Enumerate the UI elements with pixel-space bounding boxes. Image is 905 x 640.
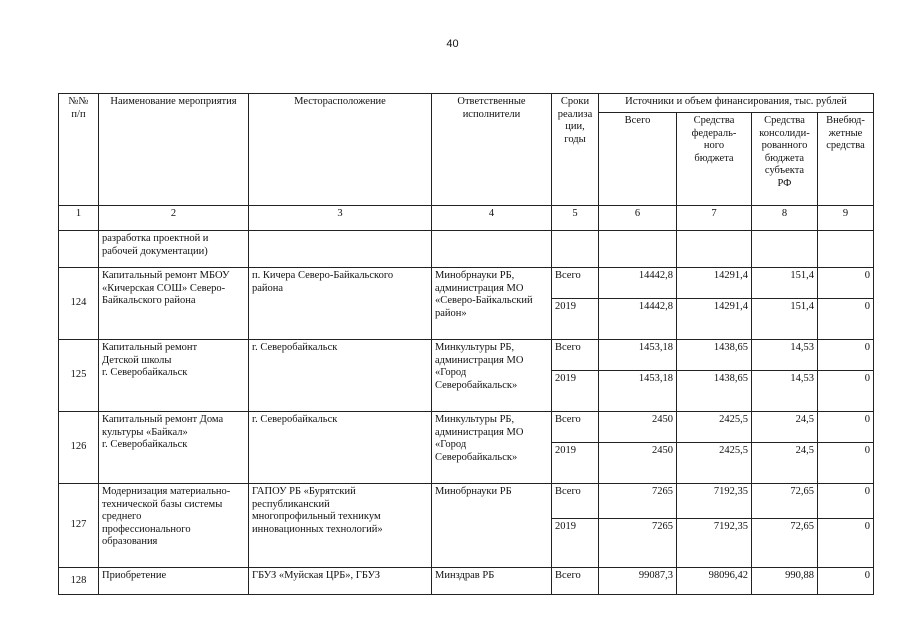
row-total: 2450 [599, 412, 677, 443]
row-total: 99087,3 [599, 568, 677, 595]
row-total: 7265 [599, 484, 677, 519]
row-name: Модернизация материально- технической базы системы среднего профессионального образования [99, 484, 249, 568]
row-consolidated: 151,4 [752, 299, 818, 340]
header-federal: Средства федераль- ного бюджета [677, 113, 752, 206]
row-term: Всего [552, 268, 599, 299]
row-federal: 1438,65 [677, 340, 752, 371]
row-total: 7265 [599, 519, 677, 568]
row-federal: 7192,35 [677, 519, 752, 568]
row-extrabudget: 0 [818, 268, 874, 299]
row-term: 2019 [552, 519, 599, 568]
row-extrabudget: 0 [818, 443, 874, 484]
row-term: Всего [552, 568, 599, 595]
continuation-name: разработка проектной и рабочей документации) [99, 231, 249, 268]
row-extrabudget: 0 [818, 299, 874, 340]
column-number-row [59, 206, 874, 231]
row-federal: 98096,42 [677, 568, 752, 595]
row-federal: 7192,35 [677, 484, 752, 519]
header-row-1 [59, 94, 874, 113]
row-executors: Минобрнауки РБ [432, 484, 552, 568]
row-term: 2019 [552, 443, 599, 484]
row-consolidated: 14,53 [752, 371, 818, 412]
row-total: 14442,8 [599, 299, 677, 340]
row-total: 14442,8 [599, 268, 677, 299]
table-row [59, 268, 874, 299]
row-location: г. Северобайкальск [249, 340, 432, 412]
row-number: 124 [59, 268, 99, 340]
column-number: 9 [818, 206, 874, 231]
table-row [59, 568, 874, 595]
row-extrabudget: 0 [818, 340, 874, 371]
header-consolidated: Средства консолиди- рованного бюджета субъекта РФ [752, 113, 818, 206]
row-consolidated: 990,88 [752, 568, 818, 595]
page-number: 40 [446, 38, 459, 50]
header-extrabudget: Внебюд- жетные средства [818, 113, 874, 206]
continuation-row [59, 231, 874, 268]
row-name: Приобретение [99, 568, 249, 595]
row-term: 2019 [552, 299, 599, 340]
row-location: г. Северобайкальск [249, 412, 432, 484]
row-consolidated: 24,5 [752, 443, 818, 484]
row-total: 1453,18 [599, 340, 677, 371]
row-consolidated: 24,5 [752, 412, 818, 443]
row-extrabudget: 0 [818, 371, 874, 412]
row-federal: 14291,4 [677, 299, 752, 340]
column-number: 2 [99, 206, 249, 231]
header-location: Месторасположение [249, 94, 432, 206]
column-number: 4 [432, 206, 552, 231]
row-location: ГАПОУ РБ «Бурятский республиканский многопрофильный техникум инновационных технологий» [249, 484, 432, 568]
column-number: 6 [599, 206, 677, 231]
row-federal: 2425,5 [677, 443, 752, 484]
row-term: Всего [552, 412, 599, 443]
row-executors: Минздрав РБ [432, 568, 552, 595]
row-number: 125 [59, 340, 99, 412]
header-name: Наименование мероприятия [99, 94, 249, 206]
row-name: Капитальный ремонт МБОУ «Кичерская СОШ» Северо- Байкальского района [99, 268, 249, 340]
row-term: Всего [552, 484, 599, 519]
table-row [59, 412, 874, 443]
column-number: 8 [752, 206, 818, 231]
table-row [59, 484, 874, 519]
row-term: Всего [552, 340, 599, 371]
row-term: 2019 [552, 371, 599, 412]
row-federal: 2425,5 [677, 412, 752, 443]
row-name: Капитальный ремонт Детской школы г. Северобайкальск [99, 340, 249, 412]
row-location: п. Кичера Северо-Байкальского района [249, 268, 432, 340]
row-consolidated: 14,53 [752, 340, 818, 371]
column-number: 3 [249, 206, 432, 231]
row-number: 127 [59, 484, 99, 568]
row-extrabudget: 0 [818, 412, 874, 443]
column-number: 7 [677, 206, 752, 231]
row-executors: Минкультуры РБ, администрация МО «Город Северобайкальск» [432, 340, 552, 412]
row-number: 128 [59, 568, 99, 595]
row-executors: Минобрнауки РБ, администрация МО «Северо-Байкальский район» [432, 268, 552, 340]
row-name: Капитальный ремонт Дома культуры «Байкал» г. Северобайкальск [99, 412, 249, 484]
row-number: 126 [59, 412, 99, 484]
table-row [59, 340, 874, 371]
row-executors: Минкультуры РБ, администрация МО «Город Северобайкальск» [432, 412, 552, 484]
row-consolidated: 72,65 [752, 519, 818, 568]
row-consolidated: 72,65 [752, 484, 818, 519]
header-terms: Сроки реализа ции, годы [552, 94, 599, 206]
row-consolidated: 151,4 [752, 268, 818, 299]
row-extrabudget: 0 [818, 519, 874, 568]
header-total: Всего [599, 113, 677, 206]
row-total: 1453,18 [599, 371, 677, 412]
header-sources: Источники и объем финансирования, тыс. рублей [599, 94, 874, 113]
header-num: №№ п/п [59, 94, 99, 206]
row-extrabudget: 0 [818, 484, 874, 519]
column-number: 5 [552, 206, 599, 231]
row-location: ГБУЗ «Муйская ЦРБ», ГБУЗ [249, 568, 432, 595]
row-federal: 14291,4 [677, 268, 752, 299]
row-extrabudget: 0 [818, 568, 874, 595]
header-executors: Ответственные исполнители [432, 94, 552, 206]
financing-table [58, 93, 874, 595]
column-number: 1 [59, 206, 99, 231]
row-total: 2450 [599, 443, 677, 484]
row-federal: 1438,65 [677, 371, 752, 412]
